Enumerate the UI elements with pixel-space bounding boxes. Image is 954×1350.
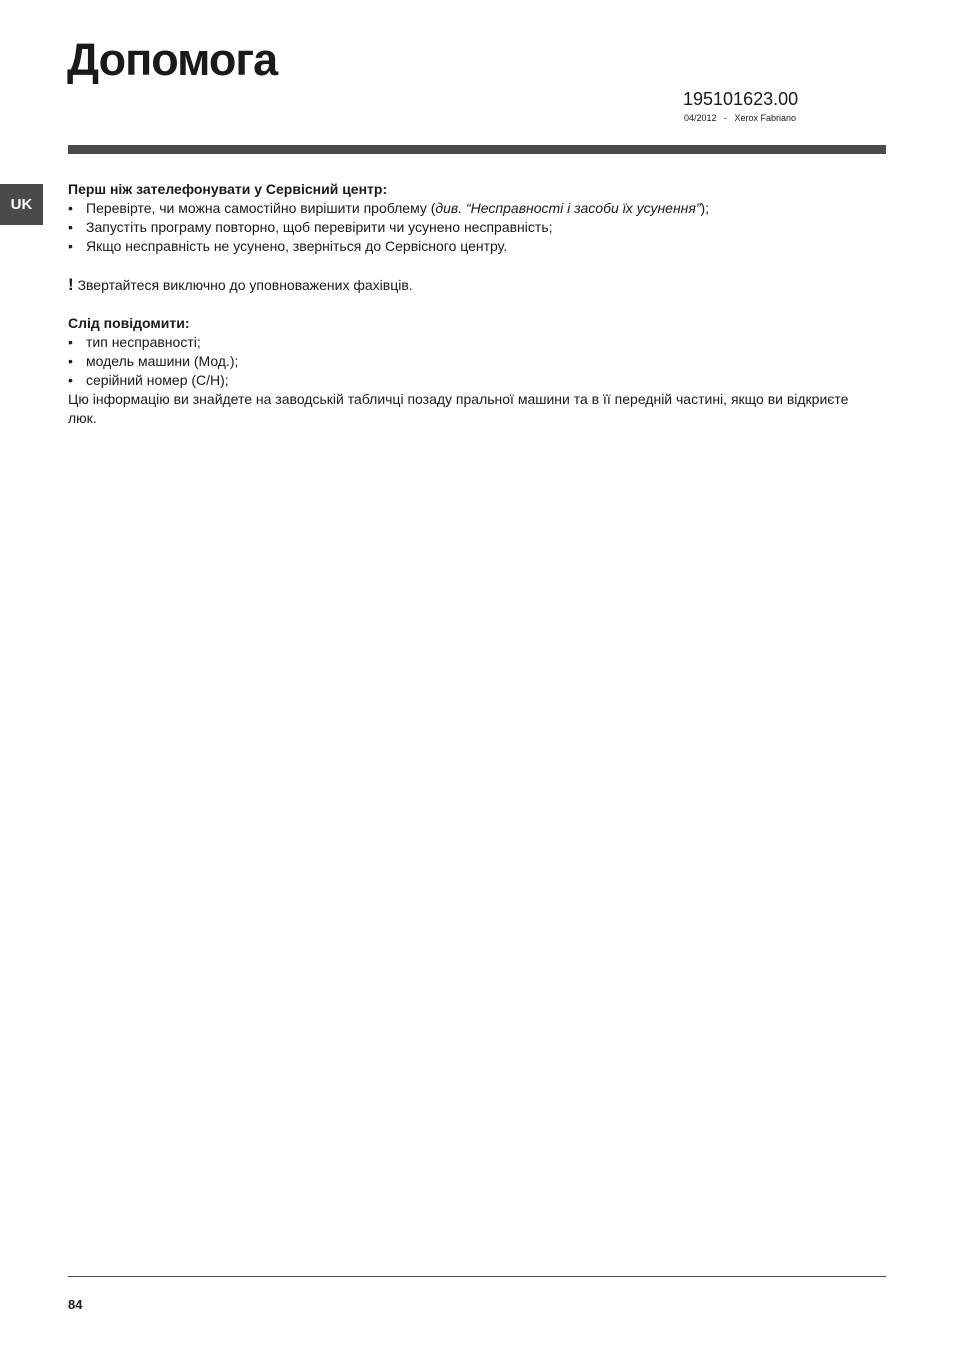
- language-tab-label: UK: [10, 196, 33, 213]
- bullet-icon: •: [68, 200, 73, 216]
- spacer: [68, 295, 868, 314]
- list-item: [68, 371, 868, 390]
- list-item-text: серійний номер (С/Н);: [86, 372, 229, 388]
- page-number: 84: [68, 1297, 83, 1312]
- list-item-reference: див. “Несправності і засоби їх усунення”: [435, 200, 701, 216]
- bullet-icon: •: [68, 238, 73, 254]
- header-rule: [68, 145, 886, 154]
- main-content: [68, 180, 868, 428]
- bullet-icon: •: [68, 372, 73, 388]
- list-item-text: Запустіть програму повторно, щоб перевірити чи усунено несправність;: [86, 219, 553, 235]
- document-meta: 04/2012 - Xerox Fabriano: [684, 113, 797, 123]
- bullet-icon: •: [68, 353, 73, 369]
- bullet-icon: •: [68, 334, 73, 350]
- list-item: [68, 237, 868, 256]
- section-heading-before-calling: Перш ніж зателефонувати у Сервісний центр:: [68, 181, 388, 197]
- list-item: [68, 333, 868, 352]
- document-number: 195101623.00: [683, 89, 799, 109]
- warning-note: [68, 275, 868, 295]
- language-tab: [0, 184, 43, 225]
- before-calling-list: [68, 199, 868, 256]
- list-item-text: Якщо несправність не усунено, зверніться до Сервісного центру.: [86, 238, 508, 254]
- bullet-icon: •: [68, 219, 73, 235]
- footer-rule: [68, 1276, 886, 1277]
- report-list: [68, 333, 868, 390]
- rating-plate-paragraph: Цю інформацію ви знайдете на заводській табличці позаду пральної машини та в її передній частині, якщо ви відкриєте люк.: [68, 391, 849, 426]
- spacer: [68, 256, 868, 275]
- list-item-text: тип несправності;: [86, 334, 201, 350]
- list-item: [68, 199, 868, 218]
- list-item-suffix: );: [700, 200, 710, 216]
- exclamation-icon: !: [68, 275, 74, 294]
- list-item-text: Перевірте, чи можна самостійно вирішити проблему (: [86, 200, 436, 216]
- warning-text: Звертайтеся виключно до уповноважених фахівців.: [77, 277, 413, 293]
- list-item: [68, 352, 868, 371]
- page-title: Допомога: [67, 34, 278, 85]
- section-heading-report: Слід повідомити:: [68, 315, 190, 331]
- list-item: [68, 218, 868, 237]
- list-item-text: модель машини (Мод.);: [86, 353, 239, 369]
